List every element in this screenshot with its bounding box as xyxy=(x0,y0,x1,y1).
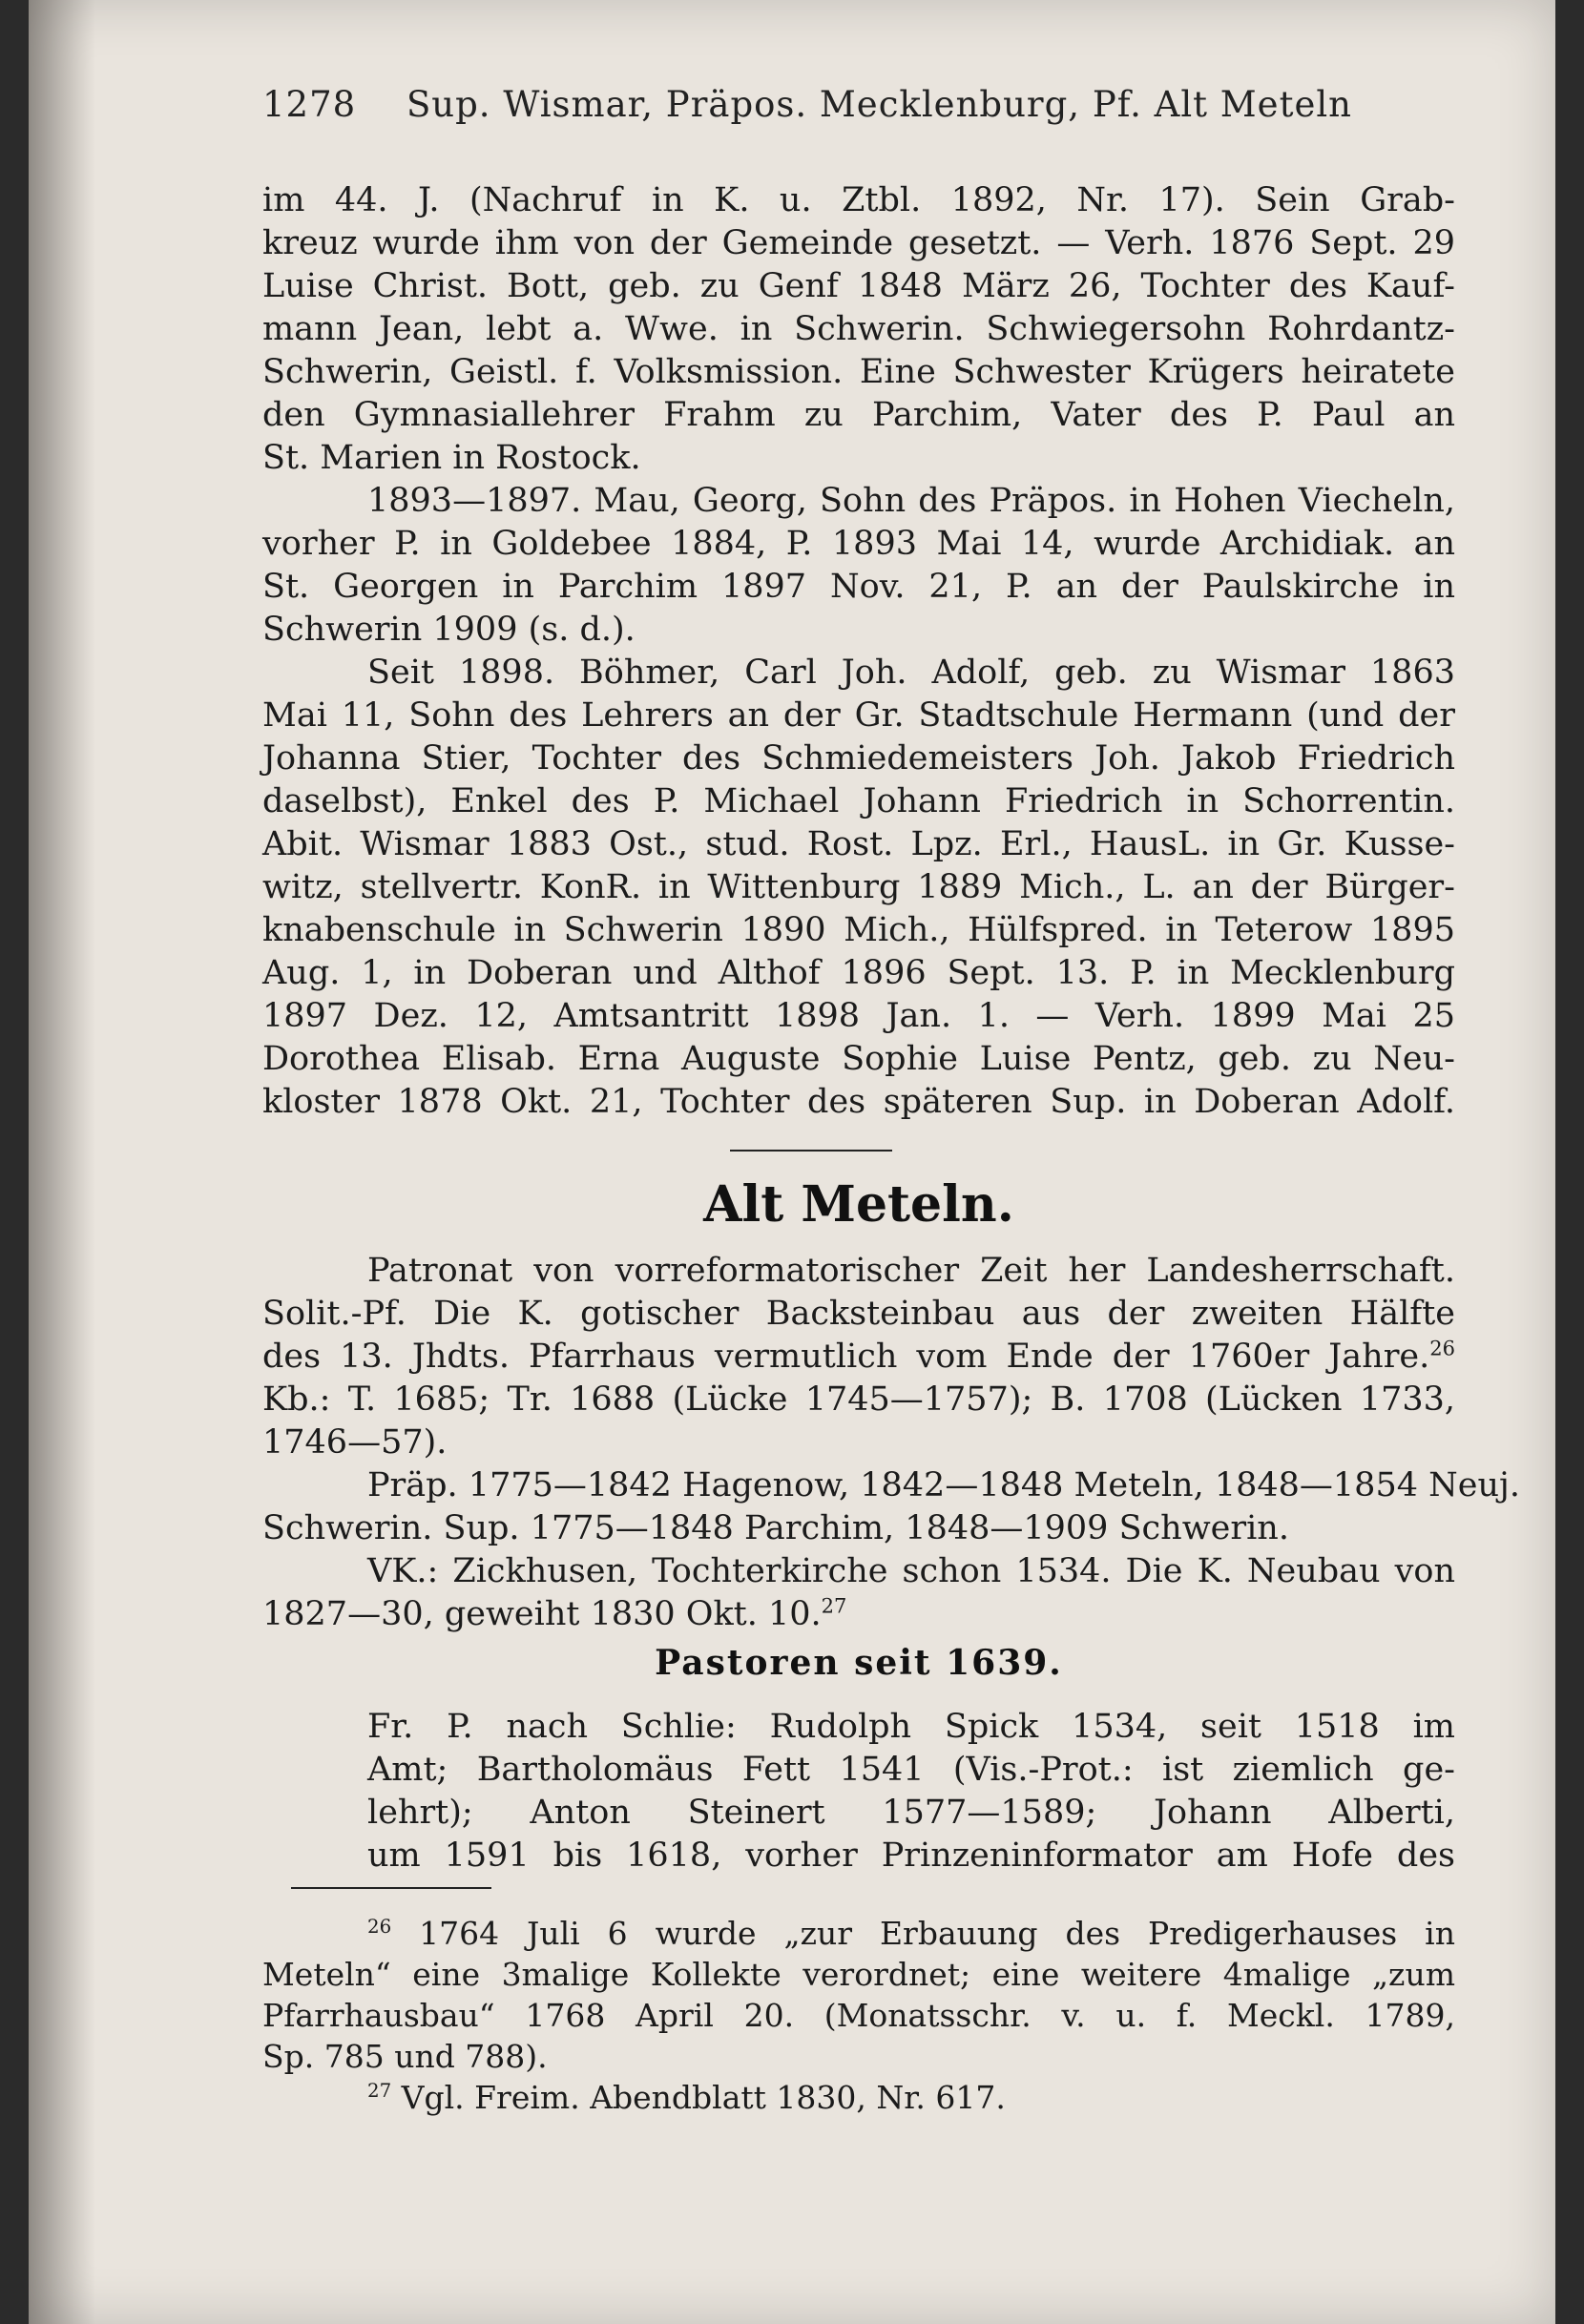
boehmer-entry-line: Seit 1898. Böhmer, Carl Joh. Adolf, geb. zu Wismar 1863 xyxy=(367,654,1455,692)
running-title: Sup. Wismar, Präpos. Mecklenburg, Pf. Alt Meteln xyxy=(406,84,1353,125)
text-line: Luise Christ. Bott, geb. zu Genf 1848 März 26, Tochter des Kauf- xyxy=(262,267,1455,305)
text-line: im 44. J. (Nachruf in K. u. Ztbl. 1892, Nr. 17). Sein Grab- xyxy=(262,181,1455,219)
section-divider xyxy=(730,1150,892,1152)
patronat-line: Solit.-Pf. Die K. gotischer Backsteinbau aus der zweiten Hälfte xyxy=(262,1295,1455,1333)
mau-entry-line: Schwerin 1909 (s. d.). xyxy=(262,611,636,649)
mau-entry-line: 1893—1897. Mau, Georg, Sohn des Präpos. in Hohen Viecheln, xyxy=(367,482,1455,520)
boehmer-entry-line: daselbst), Enkel des P. Michael Johann Friedrich in Schorrentin. xyxy=(262,782,1455,820)
page-number: 1278 xyxy=(262,84,357,125)
book-page xyxy=(29,0,1555,2324)
patronat-line: Kb.: T. 1685; Tr. 1688 (Lücke 1745—1757); B. 1708 (Lücken 1733, xyxy=(262,1380,1455,1419)
pastors-line: Amt; Bartholomäus Fett 1541 (Vis.-Prot.: ist ziemlich ge- xyxy=(367,1751,1455,1789)
pastors-line: um 1591 bis 1618, vorher Prinzeninformator am Hofe des xyxy=(367,1836,1455,1875)
boehmer-entry-line: kloster 1878 Okt. 21, Tochter des späteren Sup. in Doberan Adolf. xyxy=(262,1083,1455,1121)
boehmer-entry-line: Mai 11, Sohn des Lehrers an der Gr. Stadtschule Hermann (und der xyxy=(262,696,1455,735)
boehmer-entry-line: Dorothea Elisab. Erna Auguste Sophie Luise Pentz, geb. zu Neu- xyxy=(262,1040,1455,1078)
text-line: Schwerin, Geistl. f. Volksmission. Eine Schwester Krügers heiratete xyxy=(262,353,1455,391)
footnote-text: 1764 Juli 6 wurde „zur Erbauung des Predigerhauses in xyxy=(419,1915,1455,1952)
praep-line: Schwerin. Sup. 1775—1848 Parchim, 1848—1909 Schwerin. xyxy=(262,1509,1289,1547)
praep-line: Präp. 1775—1842 Hagenow, 1842—1848 Meteln, 1848—1854 Neuj. xyxy=(367,1466,1520,1504)
footnote-ref-27[interactable]: 27 xyxy=(821,1594,847,1618)
section-title: Alt Meteln. xyxy=(703,1175,1014,1234)
pastors-line: Fr. P. nach Schlie: Rudolph Spick 1534, seit 1518 im xyxy=(367,1708,1455,1746)
footnote-number: 26 xyxy=(367,1916,392,1938)
boehmer-entry-line: knabenschule in Schwerin 1890 Mich., Hülfspred. in Teterow 1895 xyxy=(262,911,1455,949)
patronat-line-text: des 13. Jhdts. Pfarrhaus vermutlich vom Ende der 1760er Jahre. xyxy=(262,1338,1430,1376)
footnote-26-line xyxy=(262,1913,1455,1954)
footnote-26-line: Meteln“ eine 3malige Kollekte verordnet; eine weitere 4malige „zum xyxy=(262,1956,1455,1993)
boehmer-entry-line: 1897 Dez. 12, Amtsantritt 1898 Jan. 1. — Verh. 1899 Mai 25 xyxy=(262,997,1455,1035)
running-header xyxy=(262,84,1455,125)
pastors-heading: Pastoren seit 1639. xyxy=(655,1643,1063,1683)
text-line: den Gymnasiallehrer Frahm zu Parchim, Vater des P. Paul an xyxy=(262,396,1455,434)
mau-entry-line: St. Georgen in Parchim 1897 Nov. 21, P. an der Paulskirche in xyxy=(262,568,1455,606)
footnote-27-line xyxy=(262,2077,1455,2118)
text-line: kreuz wurde ihm von der Gemeinde gesetzt. — Verh. 1876 Sept. 29 xyxy=(262,224,1455,262)
patronat-line: Patronat von vorreformatorischer Zeit her Landesherrschaft. xyxy=(367,1252,1455,1290)
text-line: mann Jean, lebt a. Wwe. in Schwerin. Schwiegersohn Rohrdantz- xyxy=(262,310,1455,348)
footnote-text: Vgl. Freim. Abendblatt 1830, Nr. 617. xyxy=(401,2079,1006,2116)
footnote-ref-26[interactable]: 26 xyxy=(1429,1337,1455,1360)
footnote-number: 27 xyxy=(367,2080,392,2102)
patronat-line xyxy=(262,1336,1455,1379)
pastors-line: lehrt); Anton Steinert 1577—1589; Johann Alberti, xyxy=(367,1794,1455,1832)
parish-description xyxy=(262,1250,1520,1636)
boehmer-entry-line: witz, stellvertr. KonR. in Wittenburg 1889 Mich., L. an der Bürger- xyxy=(262,868,1455,906)
mau-entry-line: vorher P. in Goldebee 1884, P. 1893 Mai 14, wurde Archidiak. an xyxy=(262,525,1455,563)
vk-line xyxy=(262,1593,1455,1636)
vk-line-text: 1827—30, geweiht 1830 Okt. 10. xyxy=(262,1595,822,1633)
boehmer-entry-line: Johanna Stier, Tochter des Schmiedemeisters Joh. Jakob Friedrich xyxy=(262,739,1455,778)
footnote-26-line: Pfarrhausbau“ 1768 April 20. (Monatsschr. v. u. f. Meckl. 1789, xyxy=(262,1997,1455,2034)
footnotes xyxy=(262,1913,1455,2118)
footnote-divider xyxy=(291,1887,491,1889)
pastors-list xyxy=(262,1706,1455,1878)
boehmer-entry-line: Aug. 1, in Doberan und Althof 1896 Sept. 13. P. in Mecklenburg xyxy=(262,954,1455,992)
previous-entries xyxy=(262,179,1455,1124)
text-line: St. Marien in Rostock. xyxy=(262,439,641,477)
footnote-26-line: Sp. 785 und 788). xyxy=(262,2038,548,2075)
vk-line: VK.: Zickhusen, Tochterkirche schon 1534. Die K. Neubau von xyxy=(367,1552,1455,1590)
patronat-line: 1746—57). xyxy=(262,1423,448,1462)
boehmer-entry-line: Abit. Wismar 1883 Ost., stud. Rost. Lpz. Erl., HausL. in Gr. Kusse- xyxy=(262,825,1455,863)
